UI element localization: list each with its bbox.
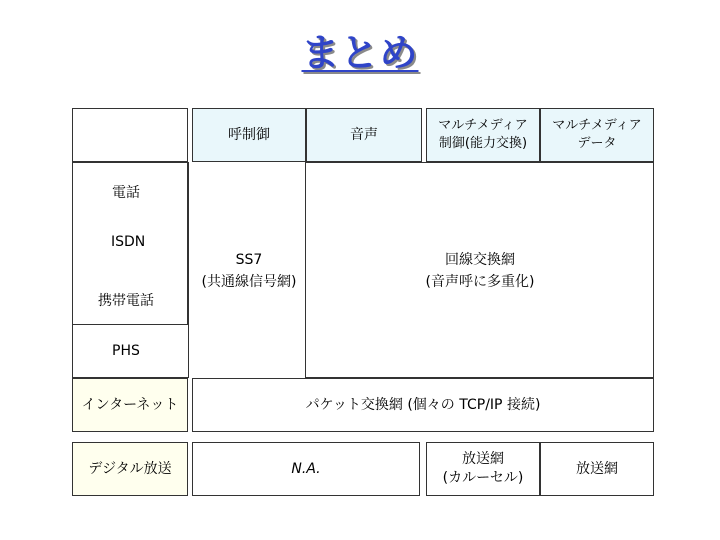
broadcast-network-cell: 放送網 <box>540 442 654 496</box>
row-phs: PHS <box>112 343 140 359</box>
ss7-network: SS7 (共通線信号網) <box>201 252 297 290</box>
row-mobile: 携帯電話 <box>98 293 154 309</box>
packet-switched-network: パケット交換網 (個々の TCP/IP 接続) <box>192 378 654 432</box>
row-internet: インターネット <box>72 378 188 432</box>
header-voice: 音声 <box>306 108 422 162</box>
row-isdn: ISDN <box>111 234 146 250</box>
header-multimedia-data: マルチメディア データ <box>540 108 654 162</box>
row-telephone: 電話 <box>112 185 140 201</box>
row-digital-broadcast: デジタル放送 <box>72 442 188 496</box>
na-cell: N.A. <box>192 442 420 496</box>
header-multimedia-control: マルチメディア 制御(能力交換) <box>426 108 540 162</box>
broadcast-carousel-cell: 放送網 (カルーセル) <box>426 442 540 496</box>
page-title: まとめ <box>301 31 419 75</box>
empty-corner-cell <box>72 108 188 162</box>
circuit-switched-network: 回線交換網 (音声呼に多重化) <box>425 252 535 290</box>
header-call-control: 呼制御 <box>192 108 306 162</box>
